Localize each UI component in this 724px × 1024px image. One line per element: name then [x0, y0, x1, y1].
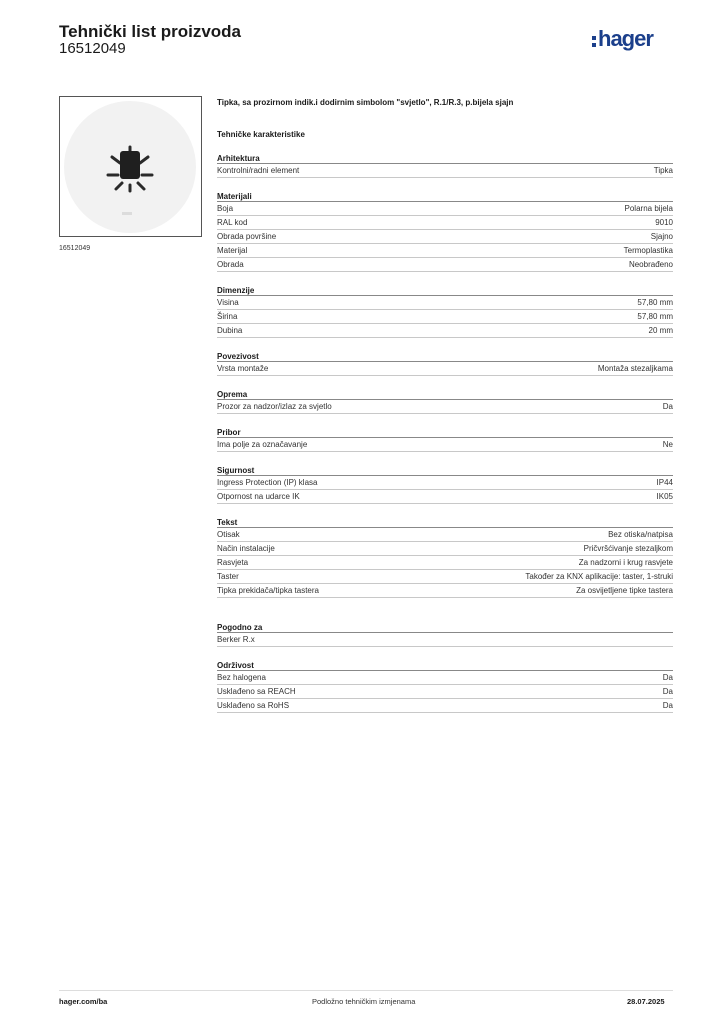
spec-groups [217, 154, 673, 713]
spec-row [217, 685, 673, 699]
spec-value: Ne [662, 440, 673, 449]
spec-value: Također za KNX aplikacije: taster, 1-struki [525, 572, 673, 581]
footer-divider [59, 990, 673, 991]
spec-label: Visina [217, 298, 239, 307]
spec-value: Polarna bijela [624, 204, 673, 213]
spec-label: Vrsta montaže [217, 364, 269, 373]
spec-value: IP44 [656, 478, 673, 487]
spec-group [217, 661, 673, 713]
product-image [59, 96, 202, 237]
spec-group [217, 623, 673, 647]
spec-group-title: Materijali [217, 192, 673, 202]
spec-row [217, 584, 673, 598]
spec-label: Otpornost na udarce IK [217, 492, 300, 501]
spec-value: Bez otiska/natpisa [608, 530, 673, 539]
spec-row [217, 216, 673, 230]
spec-value: 57,80 mm [637, 298, 673, 307]
spec-label: Boja [217, 204, 234, 213]
spec-value: Da [662, 701, 673, 710]
spec-label: Bez halogena [217, 673, 266, 682]
spec-group [217, 286, 673, 338]
spec-row [217, 400, 673, 414]
spec-value: 57,80 mm [637, 312, 673, 321]
spec-value: IK05 [656, 492, 673, 501]
spec-group-title: Dimenzije [217, 286, 673, 296]
image-caption: 16512049 [59, 245, 91, 252]
footer-website: hager.com/ba [59, 997, 108, 1006]
spec-group-title: Tekst [217, 518, 673, 528]
spec-row [217, 324, 673, 338]
spec-label: Način instalacije [217, 544, 275, 553]
spec-group-title: Pribor [217, 428, 673, 438]
spec-label: Usklađeno sa RoHS [217, 701, 290, 710]
spec-label: RAL kod [217, 218, 248, 227]
spec-label: Usklađeno sa REACH [217, 687, 296, 696]
spec-group-title: Održivost [217, 661, 673, 671]
logo-text: hager [598, 27, 653, 51]
indicator-window [122, 212, 132, 215]
spec-value: Da [662, 687, 673, 696]
spec-label: Ima polje za označavanje [217, 440, 308, 449]
spec-group-title: Arhitektura [217, 154, 673, 164]
spec-value: Pričvršćivanje stezaljkom [583, 544, 673, 553]
spec-value: Za osvijetljene tipke tastera [576, 586, 673, 595]
spec-value: Da [662, 673, 673, 682]
spec-group [217, 154, 673, 178]
spec-row [217, 490, 673, 504]
spec-group [217, 352, 673, 376]
spec-row [217, 438, 673, 452]
spec-row [217, 362, 673, 376]
spec-label: Taster [217, 572, 239, 581]
spec-group-title: Povezivost [217, 352, 673, 362]
spec-row [217, 633, 673, 647]
spec-row [217, 570, 673, 584]
spec-label: Dubina [217, 326, 243, 335]
spec-row [217, 556, 673, 570]
footer-date: 28.07.2025 [627, 997, 665, 1006]
spec-value: Tipka [653, 166, 673, 175]
spec-group [217, 428, 673, 452]
spec-label: Obrada površine [217, 232, 277, 241]
section-heading: Tehničke karakteristike [217, 130, 305, 139]
spec-group-title: Pogodno za [217, 623, 673, 633]
spec-value: Montaža stezaljkama [597, 364, 673, 373]
spec-label: Ingress Protection (IP) klasa [217, 478, 318, 487]
spec-row [217, 528, 673, 542]
spec-row [217, 230, 673, 244]
page-title: Tehnički list proizvoda [59, 22, 241, 41]
spec-label: Otisak [217, 530, 240, 539]
spec-row [217, 542, 673, 556]
spec-label: Kontrolni/radni element [217, 166, 300, 175]
spec-value: Neobrađeno [628, 260, 673, 269]
spec-value: 20 mm [648, 326, 673, 335]
spec-group [217, 518, 673, 598]
spec-label: Berker R.x [217, 635, 255, 644]
spec-row [217, 699, 673, 713]
footer-notice: Podložno tehničkim izmjenama [312, 997, 416, 1006]
spec-value: 9010 [655, 218, 673, 227]
spec-group [217, 390, 673, 414]
spec-row [217, 671, 673, 685]
hager-logo [592, 27, 676, 53]
product-title: Tipka, sa prozirnom indik.i dodirnim simbolom "svjetlo", R.1/R.3, p.bijela sjajn [217, 98, 514, 107]
spec-value: Termoplastika [623, 246, 673, 255]
spec-label: Obrada [217, 260, 244, 269]
spec-row [217, 244, 673, 258]
spec-label: Prozor za nadzor/izlaz za svjetlo [217, 402, 332, 411]
spec-value: Za nadzorni i krug rasvjete [578, 558, 673, 567]
spec-content [217, 97, 673, 713]
spec-group-title: Sigurnost [217, 466, 673, 476]
spec-row [217, 202, 673, 216]
spec-value: Sjajno [650, 232, 673, 241]
spec-row [217, 310, 673, 324]
spec-row [217, 296, 673, 310]
spec-value: Da [662, 402, 673, 411]
spec-label: Tipka prekidača/tipka tastera [217, 586, 319, 595]
spec-label: Rasvjeta [217, 558, 249, 567]
spec-row [217, 164, 673, 178]
spec-row [217, 476, 673, 490]
spec-row [217, 258, 673, 272]
spec-label: Širina [217, 312, 238, 321]
spec-group-title: Oprema [217, 390, 673, 400]
push-button-illustration [60, 97, 201, 236]
spec-group [217, 466, 673, 504]
spec-group [217, 192, 673, 272]
spec-label: Materijal [217, 246, 248, 255]
product-code: 16512049 [59, 40, 126, 57]
